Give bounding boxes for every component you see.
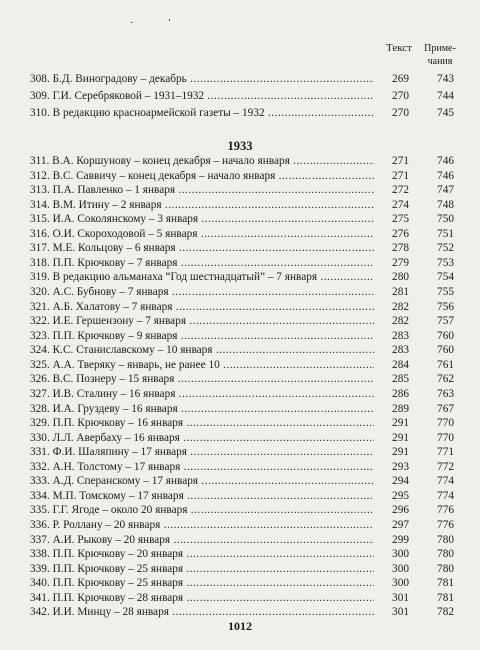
entry-page: 282	[392, 300, 409, 313]
entry-label: 327. И.В. Сталину – 16 января .....	[30, 386, 374, 403]
toc-entry	[0, 71, 480, 88]
entry-page: 291	[392, 446, 409, 459]
entry-note-page: 771	[437, 446, 454, 459]
entry-page: 295	[392, 489, 409, 502]
entry-label: 342. И.И. Минцу – 28 января .....	[30, 604, 374, 621]
entry-label: 325. А.А. Тверяку – январь, не ранее 10 .....	[30, 357, 374, 374]
entry-label: 336. Р. Роллану – 20 января .....	[30, 517, 374, 534]
entry-note-page: 780	[437, 562, 454, 575]
entry-page: 286	[392, 387, 409, 400]
entry-note-page: 772	[437, 460, 454, 473]
entry-page: 278	[392, 242, 409, 255]
entry-note-page: 753	[437, 256, 454, 269]
entry-page: 291	[392, 417, 409, 430]
entry-note-page: 763	[437, 387, 454, 400]
entry-page: 271	[392, 169, 409, 182]
entry-label: 324. К.С. Станиславскому – 10 января .....	[30, 342, 374, 359]
entry-page: 279	[392, 256, 409, 269]
entry-page: 283	[392, 344, 409, 357]
entry-note-page: 770	[437, 431, 454, 444]
entry-page: 300	[392, 562, 409, 575]
entry-note-page: 782	[437, 606, 454, 619]
entry-label: 310. В редакцию красноармейской газеты – 1932 .....	[30, 105, 374, 122]
entry-page: 301	[392, 606, 409, 619]
entry-page: 276	[392, 227, 409, 240]
entry-note-page: 757	[437, 315, 454, 328]
entry-label: 312. В.С. Саввичу – конец декабря – начало января .....	[30, 168, 374, 185]
entry-label: 309. Г.И. Серебряковой – 1931–1932 .....	[30, 88, 374, 105]
entry-label: 321. А.Б. Халатову – 7 января .....	[30, 299, 374, 316]
entry-label: 337. А.И. Рыкову – 20 января .....	[30, 532, 374, 549]
entry-page: 297	[392, 519, 409, 531]
entry-note-page: 781	[437, 591, 454, 604]
entry-label: 328. И.А. Груздеву – 16 января .....	[30, 401, 374, 418]
entry-label: 308. Б.Д. Виноградову – декабрь .....	[30, 71, 374, 88]
entry-label: 338. П.П. Крючкову – 20 января .....	[30, 546, 374, 563]
entry-note-page: 754	[437, 271, 454, 284]
entry-page: 281	[392, 286, 409, 299]
entry-page: 300	[392, 577, 409, 590]
entry-label: 334. М.П. Томскому – 17 января .....	[30, 488, 374, 505]
entry-note-page: 780	[437, 533, 454, 546]
entry-note-page: 745	[437, 107, 454, 120]
entry-page: 283	[392, 329, 409, 342]
entry-page: 291	[392, 431, 409, 444]
entry-page: 270	[392, 107, 409, 120]
entry-label: 331. Ф.И. Шаляпину – 17 января .....	[30, 444, 374, 461]
entry-note-page: 747	[437, 184, 454, 197]
entry-page: 296	[392, 504, 409, 517]
entry-page: 284	[392, 358, 409, 371]
entry-note-page: 767	[437, 402, 454, 415]
entry-label: 332. А.Н. Толстому – 17 января .....	[30, 459, 374, 476]
entry-note-page: 761	[437, 358, 454, 371]
toc-entry	[0, 88, 480, 105]
entry-page: 269	[392, 73, 409, 85]
entry-note-page: 755	[437, 286, 454, 299]
entry-note-page: 776	[437, 504, 454, 517]
entry-label: 315. И.А. Соколянскому – 3 января .....	[30, 211, 374, 228]
entry-label: 320. А.С. Бубнову – 7 января .....	[30, 284, 374, 301]
entry-page: 271	[392, 155, 409, 167]
entry-note-page: 750	[437, 213, 454, 226]
entry-note-page: 776	[437, 519, 454, 531]
entry-label: 330. Л.Л. Авербаху – 16 января .....	[30, 430, 374, 447]
entry-label: 311. В.А. Коршунову – конец декабря – начало января .....	[30, 153, 374, 170]
entry-note-page: 744	[437, 90, 454, 103]
entry-label: 326. В.С. Познеру – 15 января .....	[30, 371, 374, 388]
entry-label: 319. В редакцию альманаха “Год шестнадцатый” – 7 января .....	[30, 269, 374, 286]
entry-page: 282	[392, 315, 409, 328]
entry-label: 323. П.П. Крючкову – 9 января .....	[30, 328, 374, 345]
entry-label: 333. А.Д. Сперанскому – 17 января .....	[30, 473, 374, 490]
entry-note-page: 780	[437, 548, 454, 561]
entry-page: 300	[392, 548, 409, 561]
entry-label: 329. П.П. Крючкову – 16 января .....	[30, 415, 374, 432]
entry-page: 285	[392, 373, 409, 386]
page-number: 1012	[228, 619, 252, 633]
entry-label: 314. В.М. Итину – 2 января .....	[30, 197, 374, 214]
entry-note-page: 746	[437, 169, 454, 182]
entry-label: 317. М.Е. Кольцову – 6 января .....	[30, 240, 374, 257]
entry-note-page: 770	[437, 417, 454, 430]
entry-label: 318. П.П. Крючкову – 7 января .....	[30, 255, 374, 272]
entry-note-page: 743	[437, 73, 454, 85]
entry-label: 339. П.П. Крючкову – 25 января .....	[30, 561, 374, 578]
entry-label: 340. П.П. Крючкову – 25 января .....	[30, 575, 374, 592]
entry-label: 322. И.Е. Гершензону – 7 января .....	[30, 313, 374, 330]
entry-page: 299	[392, 533, 409, 546]
entry-note-page: 774	[437, 475, 454, 488]
entry-note-page: 751	[437, 227, 454, 240]
column-header-text: Текст	[386, 42, 412, 54]
entry-page: 274	[392, 198, 409, 211]
entry-label: 341. П.П. Крючкову – 28 января .....	[30, 590, 374, 607]
entry-page: 301	[392, 591, 409, 604]
entry-label: 313. П.А. Павленко – 1 января .....	[30, 182, 374, 199]
entry-page: 294	[392, 475, 409, 488]
entry-note-page: 746	[437, 155, 454, 167]
entry-page: 272	[392, 184, 409, 197]
entry-label: 335. Г.Г. Ягоде – около 20 января .....	[30, 502, 374, 519]
entry-note-page: 760	[437, 344, 454, 357]
scan-speck: · '	[130, 18, 171, 29]
entry-page: 280	[392, 271, 409, 284]
entry-page: 289	[392, 402, 409, 415]
column-header-notes: Приме- чания	[424, 43, 456, 67]
entry-note-page: 748	[437, 198, 454, 211]
entry-page: 275	[392, 213, 409, 226]
entry-note-page: 760	[437, 329, 454, 342]
entry-note-page: 756	[437, 300, 454, 313]
year-heading: 1933	[227, 139, 253, 153]
column-headers	[0, 40, 480, 70]
entry-note-page: 762	[437, 373, 454, 386]
entry-note-page: 781	[437, 577, 454, 590]
entry-label: 316. О.И. Скороходовой – 5 января .....	[30, 226, 374, 243]
entry-page: 270	[392, 90, 409, 103]
entry-page: 293	[392, 460, 409, 473]
entry-note-page: 752	[437, 242, 454, 255]
entry-note-page: 774	[437, 489, 454, 502]
toc-entry	[0, 105, 480, 122]
